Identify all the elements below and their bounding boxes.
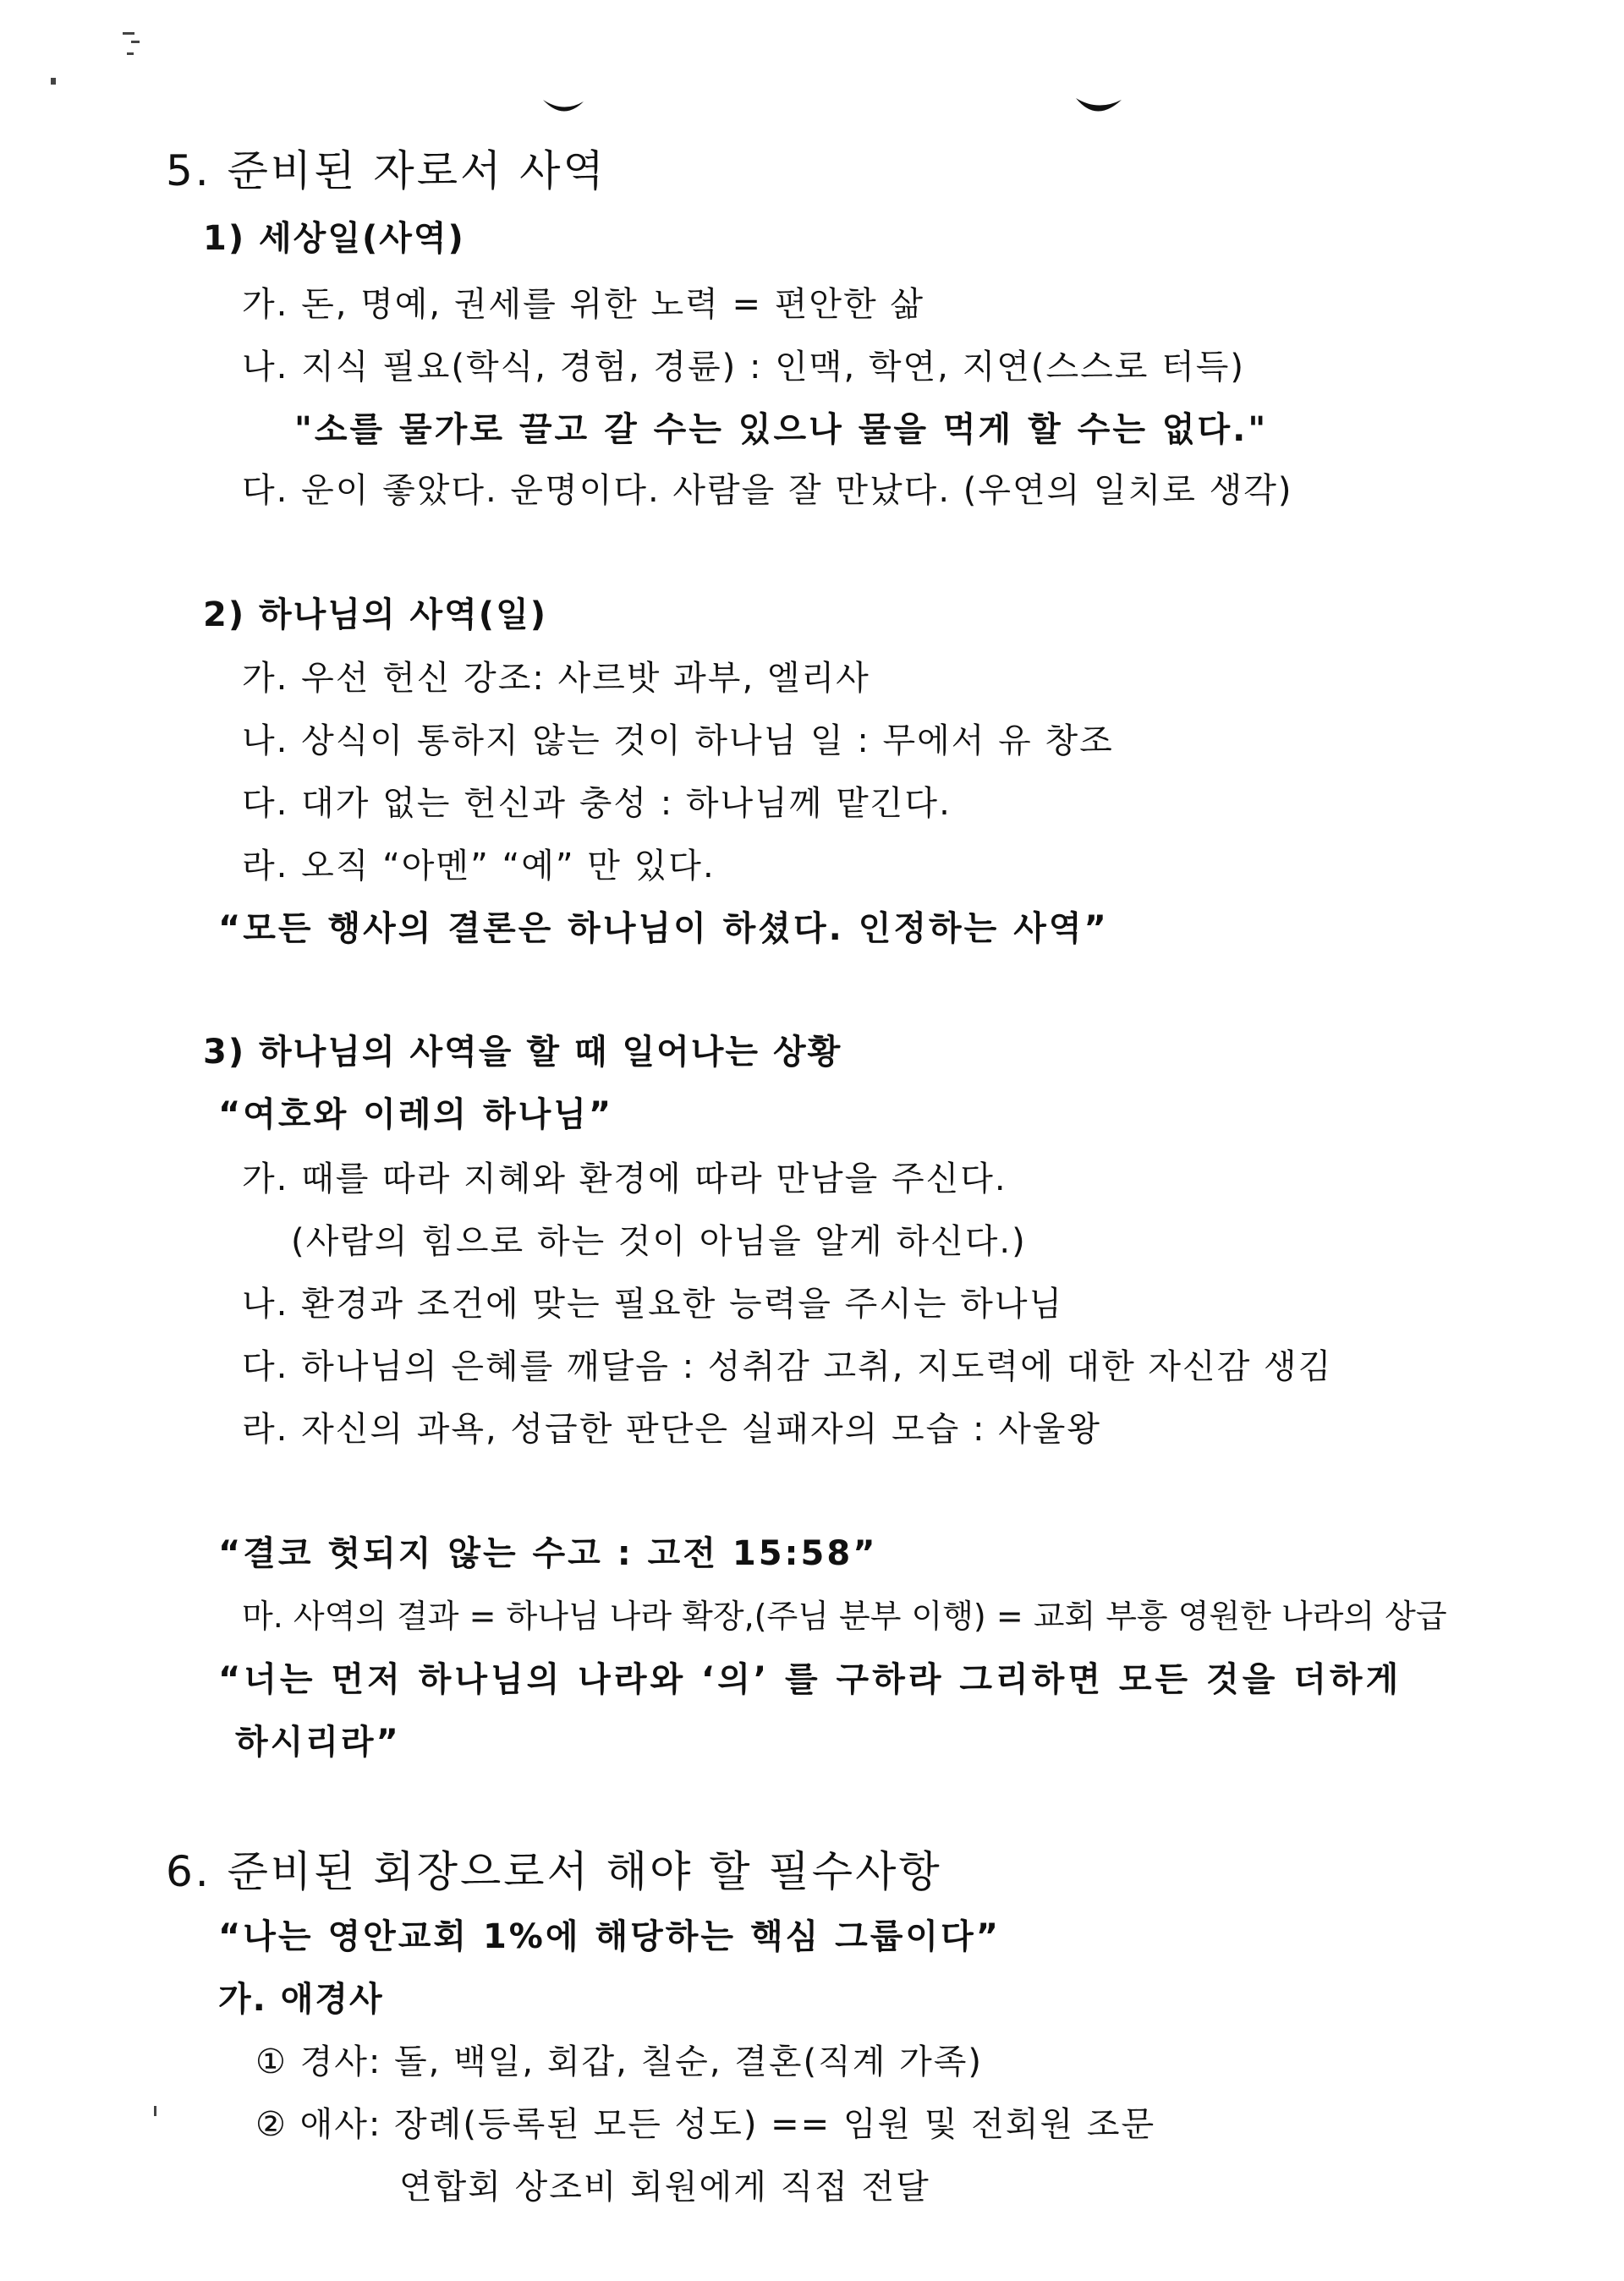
section-5-2-item-ga: 가. 우선 헌신 강조: 사르밧 과부, 엘리사 (242, 659, 870, 698)
section-5-3-item-ga-note: (사람의 힘으로 하는 것이 아님을 알게 하신다.) (291, 1222, 1027, 1261)
section-5-3-quote-2: “결코 헛되지 않는 수고 : 고전 15:58” (218, 1534, 878, 1573)
section-5-1-item-na: 나. 지식 필요(학식, 경험, 경륜) : 인맥, 학연, 지연(스스로 터득) (242, 348, 1245, 387)
scan-speck (131, 41, 140, 43)
section-6-quote: “나는 영안교회 1%에 해당하는 핵심 그룹이다” (218, 1917, 1001, 1956)
section-5-3-item-ga: 가. 때를 따라 지혜와 환경에 따라 만남을 주신다. (242, 1160, 1007, 1198)
section-5-title: 5. 준비된 자로서 사역 (166, 146, 606, 195)
section-5-2-item-da: 다. 대가 없는 헌신과 충성 : 하나님께 맡긴다. (242, 784, 952, 823)
section-5-3-item-da: 다. 하나님의 은혜를 깨달음 : 성취감 고취, 지도력에 대한 자신감 생김 (242, 1347, 1333, 1386)
section-6-ga-heading: 가. 애경사 (218, 1980, 384, 2019)
scan-speck (127, 52, 134, 55)
binder-hole-mark-right (1074, 93, 1123, 123)
section-5-1-item-ga: 가. 돈, 명예, 권세를 위한 노력 = 편안한 삶 (242, 285, 924, 324)
section-5-2-item-ra: 라. 오직 “아멘” “예” 만 있다. (242, 847, 716, 886)
section-5-3-item-ra: 라. 자신의 과욕, 성급한 판단은 실패자의 모습 : 사울왕 (242, 1410, 1102, 1449)
section-5-3-heading: 3) 하나님의 사역을 할 때 일어나는 상황 (203, 1033, 842, 1072)
section-5-1-quote: "소를 물가로 끌고 갈 수는 있으나 물을 먹게 할 수는 없다." (294, 410, 1269, 449)
section-6-item-2-note: 연합회 상조비 회원에게 직접 전달 (399, 2168, 930, 2207)
section-5-1-heading: 1) 세상일(사역) (203, 219, 465, 258)
section-5-3-quote-3-line-2: 하시리라” (235, 1723, 401, 1762)
section-6-item-2: ② 애사: 장례(등록된 모든 성도) == 임원 및 전회원 조문 (255, 2105, 1156, 2144)
section-5-3-quote-3-line-1: “너는 먼저 하나님의 나라와 ‘의’ 를 구하라 그리하면 모든 것을 더하게 (218, 1660, 1402, 1699)
scan-speck (123, 32, 134, 35)
scan-speck (51, 78, 56, 85)
section-6-title: 6. 준비된 회장으로서 해야 할 필수사항 (166, 1847, 942, 1896)
section-5-3-quote: “여호와 이레의 하나님” (218, 1095, 614, 1134)
section-5-3-item-ma: 마. 사역의 결과 = 하나님 나라 확장,(주님 분부 이행) = 교회 부흥 영원한 나라의 상급 (242, 1598, 1447, 1635)
section-6-item-1: ① 경사: 돌, 백일, 회갑, 칠순, 결혼(직계 가족) (255, 2042, 984, 2081)
section-5-3-item-na: 나. 환경과 조건에 맞는 필요한 능력을 주시는 하나님 (242, 1285, 1064, 1324)
section-5-2-item-na: 나. 상식이 통하지 않는 것이 하나님 일 : 무에서 유 창조 (242, 721, 1114, 760)
section-5-2-quote: “모든 행사의 결론은 하나님이 하셨다. 인정하는 사역” (218, 909, 1109, 948)
section-5-1-item-da: 다. 운이 좋았다. 운명이다. 사람을 잘 만났다. (우연의 일치로 생각) (242, 471, 1293, 510)
section-5-2-heading: 2) 하나님의 사역(일) (203, 595, 548, 634)
scan-speck (154, 2106, 156, 2116)
binder-hole-mark-left (541, 93, 585, 122)
